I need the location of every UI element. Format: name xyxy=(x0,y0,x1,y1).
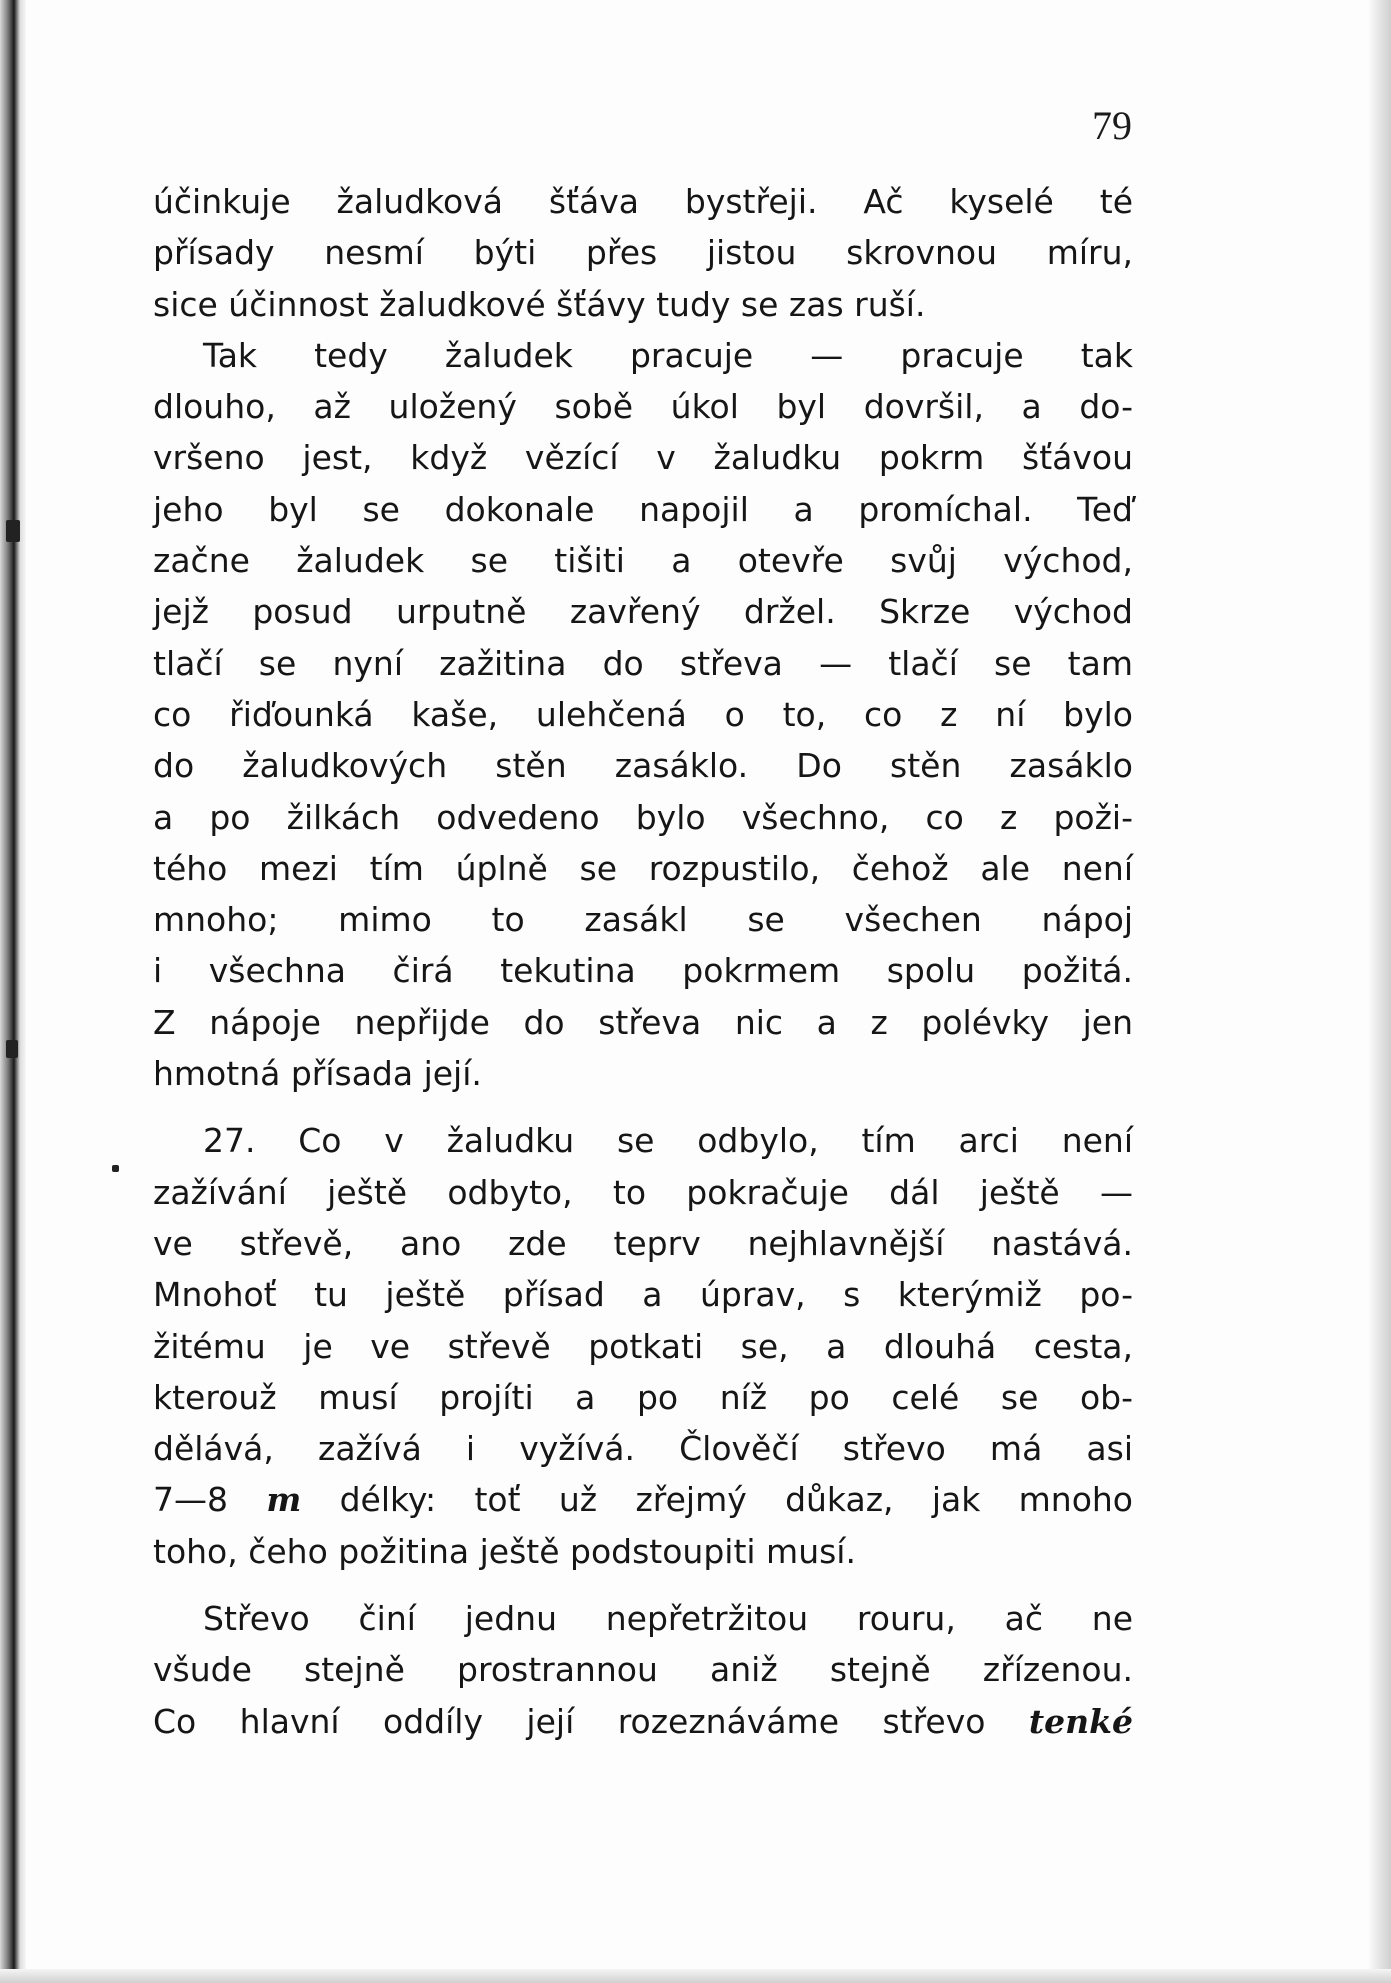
scan-speck xyxy=(6,1040,18,1058)
text-line: kterouž musí projíti a po níž po celé se ob- xyxy=(153,1377,1133,1417)
text-line: Mnohoť tu ještě přísad a úprav, s kterýmiž po- xyxy=(153,1275,1133,1315)
measure-prefix: 7—8 xyxy=(153,1480,267,1520)
text-line: jeho byl se dokonale napojil a promíchal. Teď xyxy=(153,489,1133,529)
text-line: jejž posud urputně zavřený držel. Skrze východ xyxy=(153,592,1133,632)
scan-right-edge xyxy=(1369,0,1391,1983)
text-line: přísady nesmí býti přes jistou skrovnou míru, xyxy=(153,233,1133,273)
text-line: Střevo činí jednu nepřetržitou rouru, ač ne xyxy=(203,1599,1133,1639)
text-line: účinkuje žaludková šťáva bystřeji. Ač kyselé té xyxy=(153,182,1133,221)
text-line: i všechna čirá tekutina pokrmem spolu požitá. xyxy=(153,951,1133,991)
text-line: tlačí se nyní zažitina do střeva — tlačí se tam xyxy=(153,643,1133,683)
text-line: tého mezi tím úplně se rozpustilo, čehož ale není xyxy=(153,848,1133,888)
emphasis-word: tenké xyxy=(1028,1701,1133,1741)
paragraph-gap xyxy=(153,1577,1133,1593)
text-line: toho, čeho požitina ještě podstoupiti musí. xyxy=(153,1531,856,1571)
text-line: Tak tedy žaludek pracuje — pracuje tak xyxy=(203,335,1133,375)
text-line: 27. Co v žaludku se odbylo, tím arci není xyxy=(203,1121,1133,1161)
measure-unit: m xyxy=(266,1480,302,1520)
final-line-text: Co hlavní oddíly její rozeznáváme střevo xyxy=(153,1701,1029,1741)
scan-bottom-edge xyxy=(0,1969,1391,1983)
text-line: a po žilkách odvedeno bylo všechno, co z poži- xyxy=(153,797,1133,837)
scan-speck xyxy=(6,520,20,542)
body-text xyxy=(153,176,1133,1747)
text-line: dlouho, až uložený sobě úkol byl dovršil, a do- xyxy=(153,387,1133,427)
text-line-measure xyxy=(153,1474,1133,1525)
measure-suffix: délky: toť už zřejmý důkaz, jak mnoho xyxy=(301,1480,1133,1520)
scan-speck xyxy=(112,1165,119,1172)
text-line: vršeno jest, když vězící v žaludku pokrm šťávou xyxy=(153,438,1133,478)
page-number: 79 xyxy=(1092,103,1132,148)
text-line: všude stejně prostrannou aniž stejně zřízenou. xyxy=(153,1650,1133,1690)
scan-binding-edge xyxy=(0,0,26,1983)
text-line: začne žaludek se tišiti a otevře svůj východ, xyxy=(153,541,1133,581)
text-line: do žaludkových stěn zasáklo. Do stěn zasáklo xyxy=(153,746,1133,786)
paragraph-gap xyxy=(153,1099,1133,1115)
text-line: ve střevě, ano zde teprv nejhlavnější nastává. xyxy=(153,1223,1133,1263)
text-line: žitému je ve střevě potkati se, a dlouhá cesta, xyxy=(153,1326,1133,1366)
text-line: zažívání ještě odbyto, to pokračuje dál ještě — xyxy=(153,1172,1133,1212)
text-line: mnoho; mimo to zasákl se všechen nápoj xyxy=(153,900,1133,940)
text-line-final xyxy=(153,1696,1133,1747)
text-line: co řiďounká kaše, ulehčená o to, co z ní bylo xyxy=(153,694,1133,734)
text-line: dělává, zažívá i vyžívá. Člověčí střevo má asi xyxy=(153,1429,1133,1469)
text-line: sice účinnost žaludkové šťávy tudy se zas ruší. xyxy=(153,284,926,324)
text-line: Z nápoje nepřijde do střeva nic a z polévky jen xyxy=(153,1002,1133,1042)
text-line: hmotná přísada její. xyxy=(153,1054,482,1094)
